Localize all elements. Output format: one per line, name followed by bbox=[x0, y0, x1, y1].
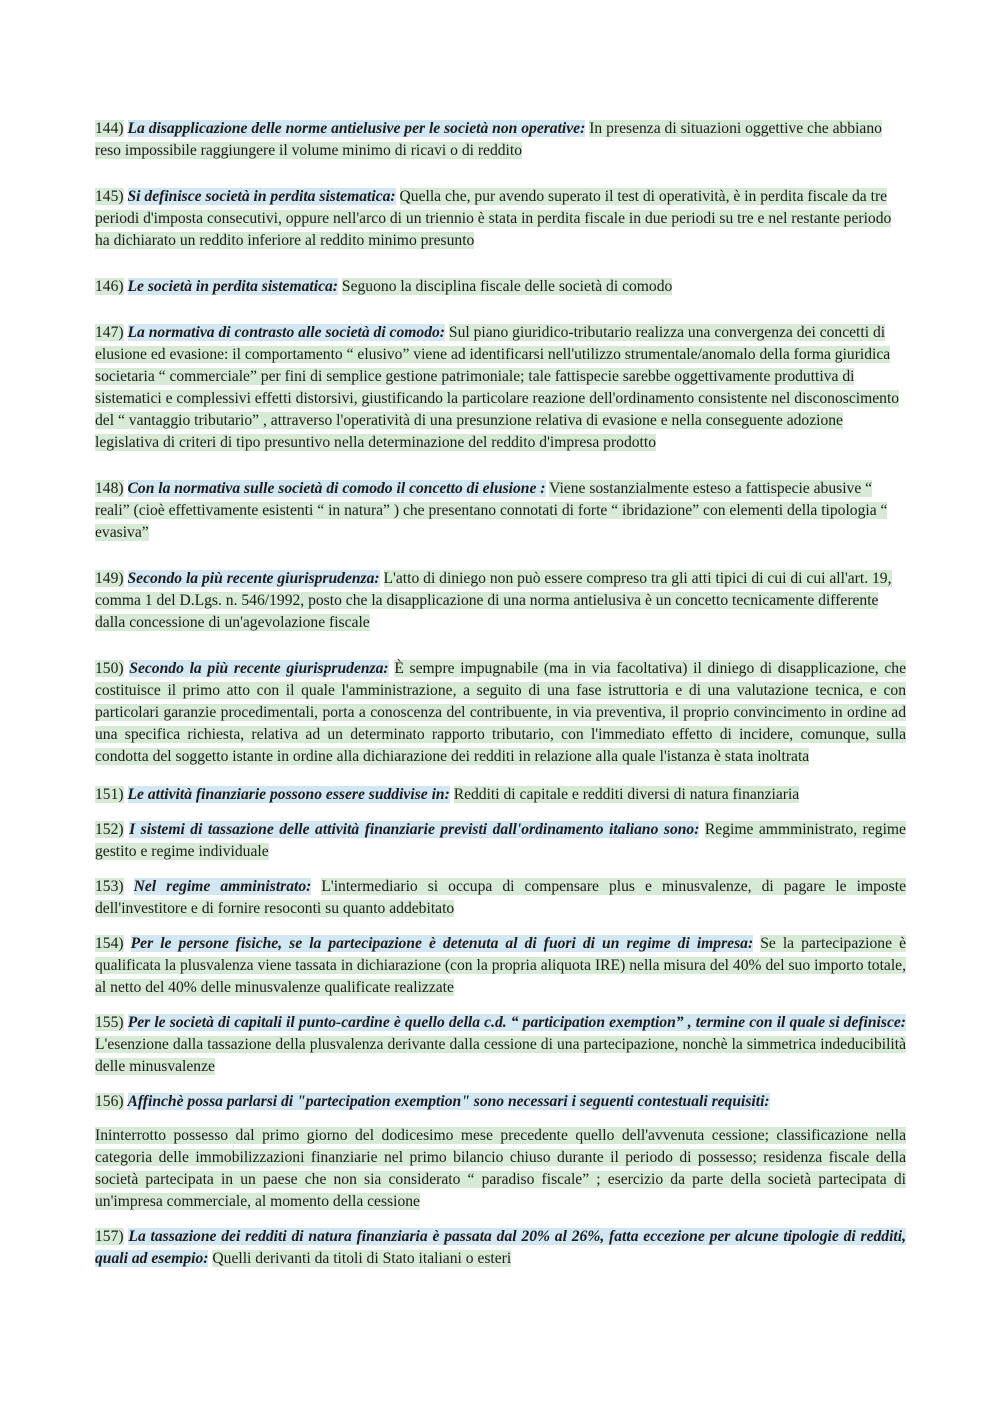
qa-item-149 bbox=[95, 568, 906, 634]
answer-text: Viene sostanzialmente esteso a fattispecie abusive “ reali” (cioè effettivamente esistenti “ in natura” ) che presentano connotati di forte “ ibridazione” con elementi della tipologia “ evasiva” bbox=[95, 480, 888, 541]
question-text: Per le persone fisiche, se la partecipazione è detenuta al di fuori di un regime di impresa: bbox=[130, 935, 754, 952]
question-text: Con la normativa sulle società di comodo il concetto di elusione : bbox=[127, 480, 546, 497]
qa-item-146 bbox=[95, 276, 906, 298]
answer-text: È sempre impugnabile (ma in via facoltativa) il diniego di disapplicazione, che costituisce il primo atto con il quale l'amministrazione, a seguito di una fase istruttoria e di una valutazione tecnica, e con particolari garanzie procedimentali, porta a conoscenza del contribuente, in via preventiva, il proprio convincimento in ordine ad una specifica richiesta, relativa ad un determinato rapporto tributario, con l'immediato effetto di incidere, comunque, sulla condotta del soggetto istante in ordine alla dichiarazione dei redditi in relazione alla quale l'istanza è stata inoltrata bbox=[95, 660, 906, 765]
question-text: Si definisce società in perdita sistematica: bbox=[127, 188, 396, 205]
question-text: I sistemi di tassazione delle attività finanziarie previsti dall'ordinamento italiano sono: bbox=[129, 821, 700, 838]
question-text: Le attività finanziarie possono essere suddivise in: bbox=[127, 786, 450, 803]
answer-text: Regime ammministrato, regime gestito e regime individuale bbox=[95, 821, 906, 860]
item-number: 152) bbox=[95, 821, 124, 838]
document-page bbox=[95, 118, 906, 1270]
answer-text: L'intermediario si occupa di compensare plus e minusvalenze, di pagare le imposte dell'investitore e di fornire resoconti su quanto addebitato bbox=[95, 878, 906, 917]
qa-item-156-answer bbox=[95, 1125, 906, 1213]
question-text: La disapplicazione delle norme antielusive per le società non operative: bbox=[127, 120, 586, 137]
item-number: 150) bbox=[95, 660, 124, 677]
question-text: La normativa di contrasto alle società di comodo: bbox=[127, 324, 445, 341]
answer-text: Seguono la disciplina fiscale delle società di comodo bbox=[341, 278, 673, 295]
answer-text: In presenza di situazioni oggettive che abbiano reso impossibile raggiungere il volume minimo di ricavi o di reddito bbox=[95, 120, 882, 159]
item-number: 144) bbox=[95, 120, 124, 137]
item-number: 146) bbox=[95, 278, 124, 295]
answer-text: Ininterrotto possesso dal primo giorno del dodicesimo mese precedente quello dell'avvenuta cessione; classificazione nella categoria delle immobilizzazioni finanziarie nel primo bilancio chiuso durante il periodo di possesso; residenza fiscale della società partecipata in un paese che non sia considerato “ paradiso fiscale” ; esercizio da parte della società partecipata di un'impresa commerciale, al momento della cessione bbox=[95, 1127, 906, 1210]
question-text: Per le società di capitali il punto-cardine è quello della c.d. “ participation exemption” , termine con il quale si definisce: bbox=[127, 1014, 906, 1031]
question-text: Le società in perdita sistematica: bbox=[127, 278, 338, 295]
answer-text: Sul piano giuridico-tributario realizza una convergenza dei concetti di elusione ed evasione: il comportamento “ elusivo” viene ad identificarsi nell'utilizzo strumentale/anomalo della forma giuridica societaria “ commerciale” per fini di semplice gestione patrimoniale; tale fattispecie sarebbe oggettivamente produttiva di sistematici e complessivi effetti distorsivi, giustificando la particolare reazione dell'ordinamento consistente nel disconoscimento del “ vantaggio tributario” , attraverso l'operatività di una presunzione relativa di evasione e nella conseguente adozione legislativa di criteri di tipo presuntivo nella determinazione del reddito d'impresa prodotto bbox=[95, 324, 900, 451]
item-number: 154) bbox=[95, 935, 124, 952]
answer-text: Se la partecipazione è qualificata la plusvalenza viene tassata in dichiarazione (con la propria aliquota IRE) nella misura del 40% del suo importo totale, al netto del 40% delle minusvalenze qualificate realizzate bbox=[95, 935, 906, 996]
item-number: 147) bbox=[95, 324, 124, 341]
item-number: 156) bbox=[95, 1093, 124, 1110]
item-number: 153) bbox=[95, 878, 124, 895]
answer-text: Quella che, pur avendo superato il test di operatività, è in perdita fiscale da tre periodi d'imposta consecutivi, oppure nell'arco di un triennio è stata in perdita fiscale in due periodi su tre e nel restante periodo ha dichiarato un reddito inferiore al reddito minimo presunto bbox=[95, 188, 892, 249]
question-text: Secondo la più recente giurisprudenza: bbox=[127, 570, 380, 587]
qa-item-156 bbox=[95, 1091, 906, 1113]
question-text: Secondo la più recente giurisprudenza: bbox=[129, 660, 389, 677]
answer-text: L'atto di diniego non può essere compreso tra gli atti tipici di cui di cui all'art. 19, comma 1 del D.Lgs. n. 546/1992, posto che la disapplicazione di una norma antielusiva è un concetto tecnicamente differente dalla concessione di un'agevolazione fiscale bbox=[95, 570, 892, 631]
qa-item-152 bbox=[95, 819, 906, 863]
question-text: Affinchè possa parlarsi di "partecipation exemption" sono necessari i seguenti contestuali requisiti: bbox=[127, 1093, 770, 1110]
qa-item-145 bbox=[95, 186, 906, 252]
item-number: 155) bbox=[95, 1014, 124, 1031]
qa-item-148 bbox=[95, 478, 906, 544]
qa-item-155 bbox=[95, 1012, 906, 1078]
item-number: 149) bbox=[95, 570, 124, 587]
answer-text: L'esenzione dalla tassazione della plusvalenza derivante dalla cessione di una partecipazione, nonchè la simmetrica indeducibilità delle minusvalenze bbox=[95, 1036, 906, 1075]
question-text: Nel regime amministrato: bbox=[133, 878, 312, 895]
item-number: 157) bbox=[95, 1228, 124, 1245]
qa-item-144 bbox=[95, 118, 906, 162]
answer-text: Redditi di capitale e redditi diversi di natura finanziaria bbox=[453, 786, 800, 803]
item-number: 145) bbox=[95, 188, 124, 205]
qa-item-157 bbox=[95, 1226, 906, 1270]
answer-text: Quelli derivanti da titoli di Stato italiani o esteri bbox=[212, 1250, 512, 1267]
qa-item-153 bbox=[95, 876, 906, 920]
qa-item-154 bbox=[95, 933, 906, 999]
qa-item-151 bbox=[95, 784, 906, 806]
item-number: 148) bbox=[95, 480, 124, 497]
qa-item-147 bbox=[95, 322, 906, 454]
item-number: 151) bbox=[95, 786, 124, 803]
qa-item-150 bbox=[95, 658, 906, 768]
question-text: La tassazione dei redditi di natura finanziaria è passata dal 20% al 26%, fatta eccezione per alcune tipologie di redditi, quali ad esempio: bbox=[95, 1228, 906, 1267]
